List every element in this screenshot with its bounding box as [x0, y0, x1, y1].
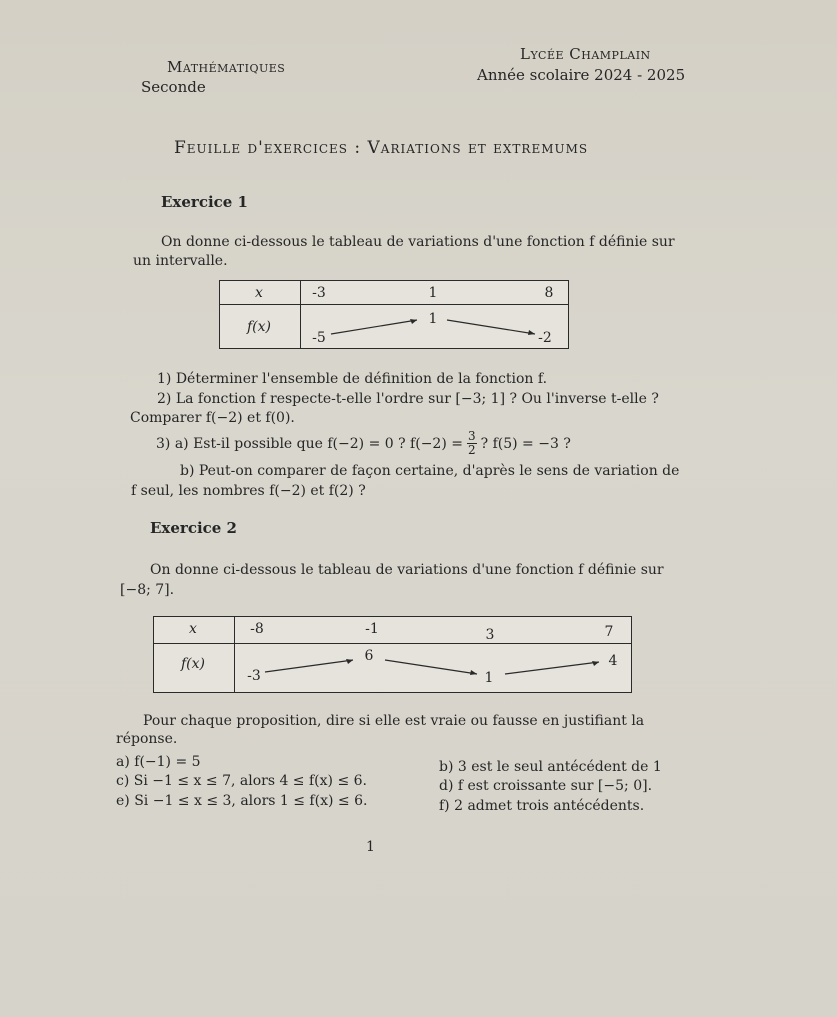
table2-decreasing-arrow [385, 660, 477, 674]
fraction-numerator: 3 [467, 429, 476, 443]
proposition-f: f) 2 admet trois antécédents. [439, 798, 645, 814]
table2-f-value: 4 [608, 653, 618, 669]
table1-increasing-arrow [331, 320, 417, 334]
exercise-2-instruction-line2: réponse. [116, 731, 178, 747]
exercise-2-intro-line2: [−8; 7]. [120, 582, 175, 598]
table1-f-label: f(x) [246, 319, 272, 335]
table1-x-value: -3 [312, 285, 326, 301]
exercise-1-heading: Exercice 1 [161, 193, 248, 211]
proposition-b: b) 3 est le seul antécédent de 1 [439, 759, 662, 775]
table2-f-value: -3 [247, 668, 261, 684]
question-3a-text-end: ? f(5) = −3 ? [480, 435, 571, 452]
subject-label: Mathématiques [167, 58, 286, 76]
table2-x-value: 7 [604, 624, 614, 640]
table2-x-value: -1 [365, 621, 379, 637]
table1-decreasing-arrow [447, 320, 535, 334]
table1-f-value: 1 [428, 311, 438, 327]
school-name: Lycée Champlain [520, 45, 651, 63]
table1-f-value: -2 [538, 330, 552, 346]
table2-increasing-arrow [505, 662, 599, 674]
exercise-1-question-3b-line2: f seul, les nombres f(−2) et f(2) ? [131, 483, 366, 499]
table2-f-value: 6 [364, 648, 374, 664]
table2-f-value: 1 [484, 670, 494, 686]
table2-x-value: -8 [250, 621, 264, 637]
exercise-2-instruction-line1: Pour chaque proposition, dire si elle est vraie ou fausse en justifiant la [143, 713, 645, 729]
table2-increasing-arrow [265, 660, 353, 672]
exercise-1-question-3a [156, 430, 571, 457]
page-number: 1 [366, 839, 375, 855]
school-year: Année scolaire 2024 - 2025 [477, 66, 686, 84]
level-label: Seconde [141, 78, 206, 96]
exercise-1-question-2-line2: Comparer f(−2) et f(0). [130, 410, 295, 426]
table2-x-value: 3 [485, 627, 495, 643]
exercise-1-question-3b-line1: b) Peut-on comparer de façon certaine, d'après le sens de variation de [180, 463, 680, 479]
exercise-2-intro-line1: On donne ci-dessous le tableau de variations d'une fonction f définie sur [150, 562, 664, 578]
fraction-three-halves [467, 430, 477, 457]
table2-f-label: f(x) [180, 656, 206, 672]
proposition-a: a) f(−1) = 5 [116, 754, 201, 770]
proposition-d: d) f est croissante sur [−5; 0]. [439, 778, 653, 794]
exercise-2-heading: Exercice 2 [150, 519, 237, 537]
table1-x-value: 1 [428, 285, 438, 301]
sheet-title: Feuille d'exercices : Variations et extremums [174, 138, 589, 158]
exercise-1-intro-line2: un intervalle. [133, 253, 228, 269]
question-3a-text-start: 3) a) Est-il possible que f(−2) = 0 ? f(−2) = [156, 435, 463, 452]
exercise-1-intro-line1: On donne ci-dessous le tableau de variations d'une fonction f définie sur [161, 234, 675, 250]
proposition-c: c) Si −1 ≤ x ≤ 7, alors 4 ≤ f(x) ≤ 6. [116, 773, 367, 789]
table2-x-label: x [189, 621, 197, 637]
table1-x-label: x [255, 285, 263, 301]
table1-x-value: 8 [544, 285, 554, 301]
exercise-1-question-2-line1: 2) La fonction f respecte-t-elle l'ordre sur [−3; 1] ? Ou l'inverse t-elle ? [157, 391, 659, 407]
fraction-denominator: 2 [467, 443, 476, 457]
proposition-e: e) Si −1 ≤ x ≤ 3, alors 1 ≤ f(x) ≤ 6. [116, 793, 368, 809]
exercise-1-question-1: 1) Déterminer l'ensemble de définition de la fonction f. [157, 371, 548, 387]
table1-f-value: -5 [312, 330, 326, 346]
